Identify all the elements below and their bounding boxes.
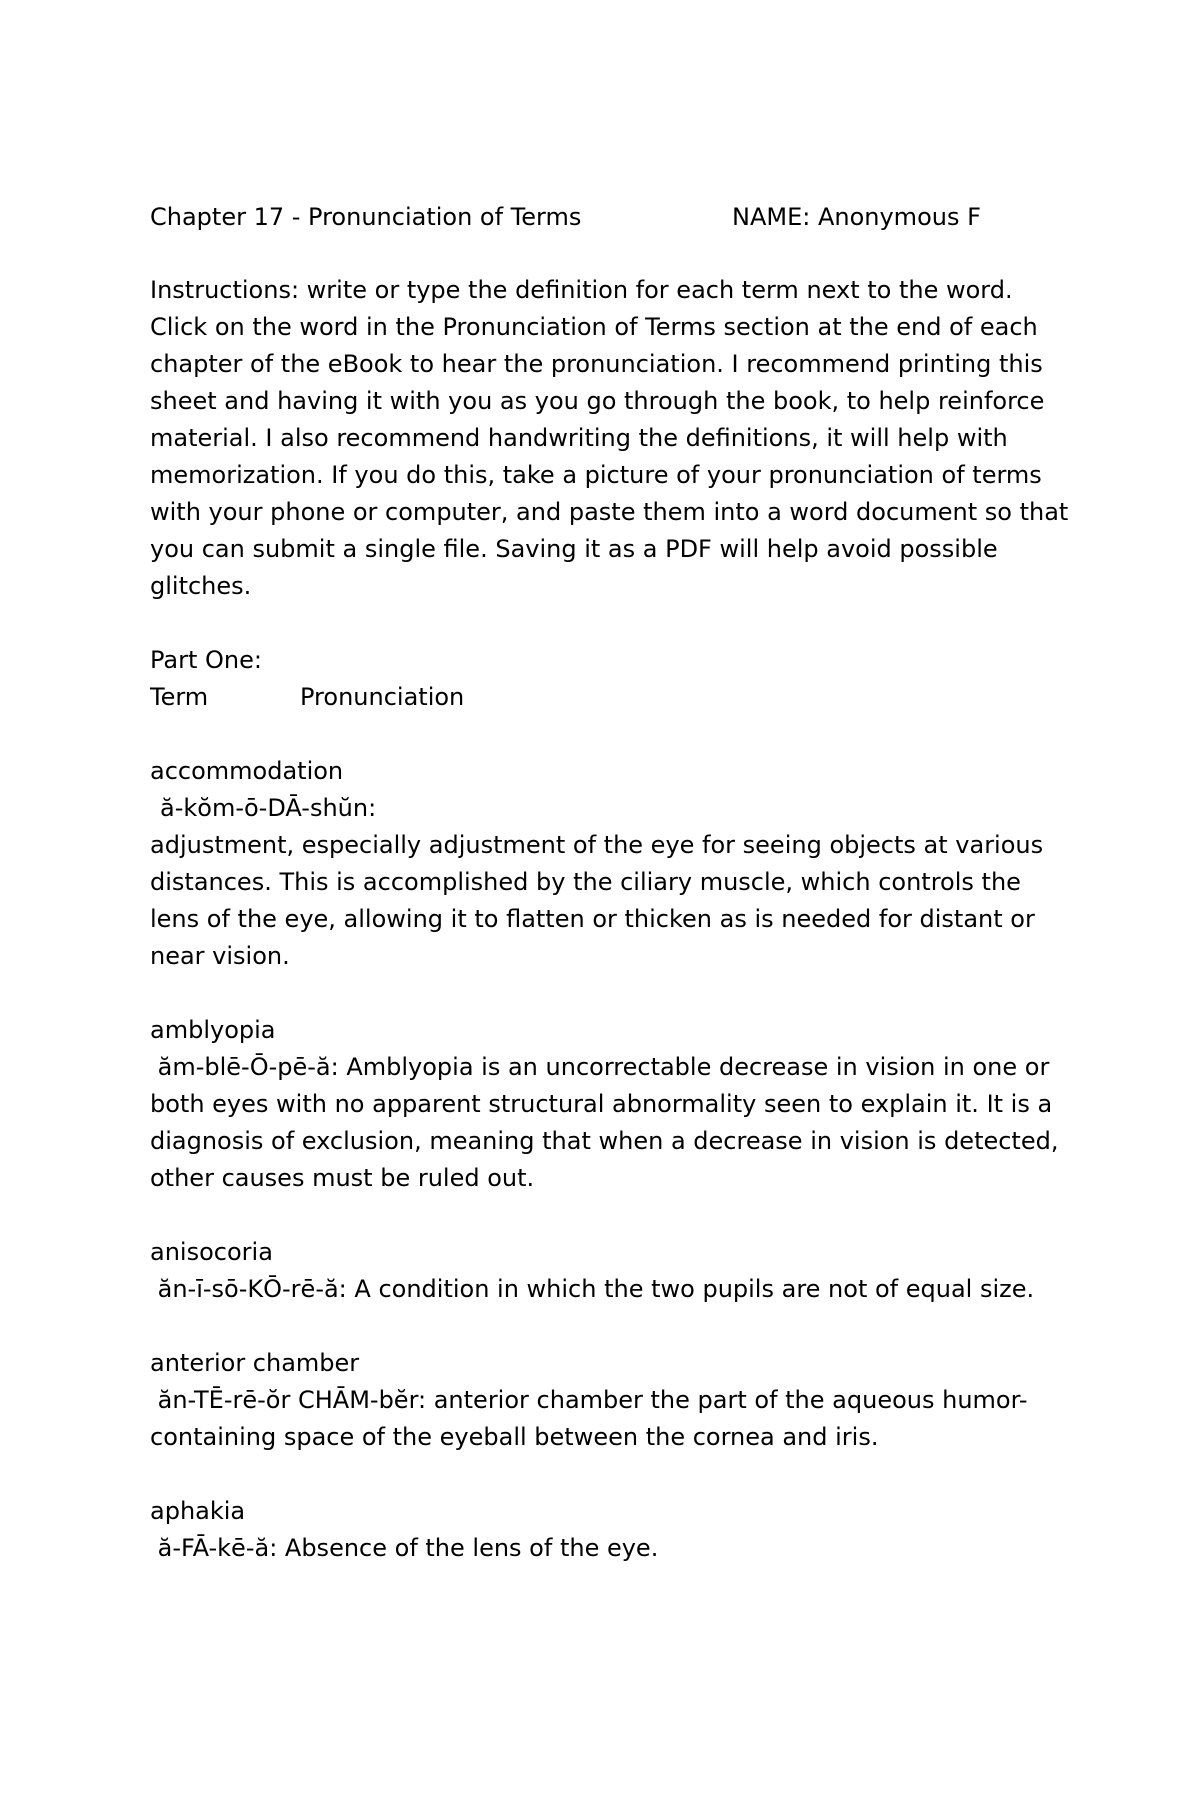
term-name: anisocoria — [150, 1238, 273, 1266]
student-name: NAME: Anonymous F — [732, 203, 981, 231]
term-pronunciation-definition — [150, 1382, 1070, 1456]
term-entry-anisocoria — [150, 1234, 1070, 1308]
term-pronunciation-definition — [150, 1271, 1070, 1308]
term-line-text: ăn-ī-sō-KŌ-rē-ă: A condition in which the two pupils are not of equal size. — [157, 1275, 1035, 1303]
term-pronunciation: ă-kŏm-ō-DĀ-shŭn: — [160, 794, 377, 822]
term-definition: adjustment, especially adjustment of the eye for seeing objects at various distances. This is accomplished by the ciliary muscle, which controls the lens of the eye, allowing it to flatten or thicken as is needed for distant or near vision. — [150, 831, 1044, 970]
term-entry-amblyopia — [150, 1012, 1070, 1197]
instructions-paragraph: Instructions: write or type the definition for each term next to the word. Click on the word in the Pronunciation of Terms section at the end of each chapter of the eBook to hear the pronunciation. I recommend printing this sheet and having it with you as you go through the book, to help reinforce material. I also recommend handwriting the definitions, it will help with memorization. If you do this, take a picture of your pronunciation of terms with your phone or computer, and paste them into a word document so that you can submit a single file. Saving it as a PDF will help avoid possible glitches. — [150, 276, 1069, 600]
term-line-text: ăm-blē-Ō-pē-ă: Amblyopia is an uncorrectable decrease in vision in one or both eyes with no apparent structural abnormality seen to explain it. It is a diagnosis of exclusion, meaning that when a decrease in vision is detected, other causes must be ruled out. — [150, 1053, 1059, 1192]
term-line-text: ă-FĀ-kē-ă: Absence of the lens of the eye. — [157, 1534, 659, 1562]
chapter-title: Chapter 17 - Pronunciation of Terms — [150, 203, 582, 231]
term-pronunciation-definition — [150, 1049, 1070, 1197]
term-name: anterior chamber — [150, 1349, 360, 1377]
term-entry-aphakia — [150, 1493, 1070, 1567]
term-line-text: ăn-TĒ-rē-ŏr CHĀM-bĕr: anterior chamber the part of the aqueous humor-containing space of the eyeball between the cornea and iris. — [150, 1386, 1028, 1451]
part-heading: Part One: — [150, 646, 262, 674]
term-entry-accommodation — [150, 753, 1070, 975]
document-content — [150, 199, 1070, 1567]
column-headers — [150, 679, 1070, 716]
column-term: Term — [150, 683, 209, 711]
term-name: aphakia — [150, 1497, 246, 1525]
term-name: amblyopia — [150, 1016, 276, 1044]
column-pronunciation: Pronunciation — [300, 683, 465, 711]
term-entry-anterior-chamber — [150, 1345, 1070, 1456]
term-pronunciation-definition — [150, 1530, 1070, 1567]
document-header — [150, 199, 1070, 236]
term-name: accommodation — [150, 757, 344, 785]
